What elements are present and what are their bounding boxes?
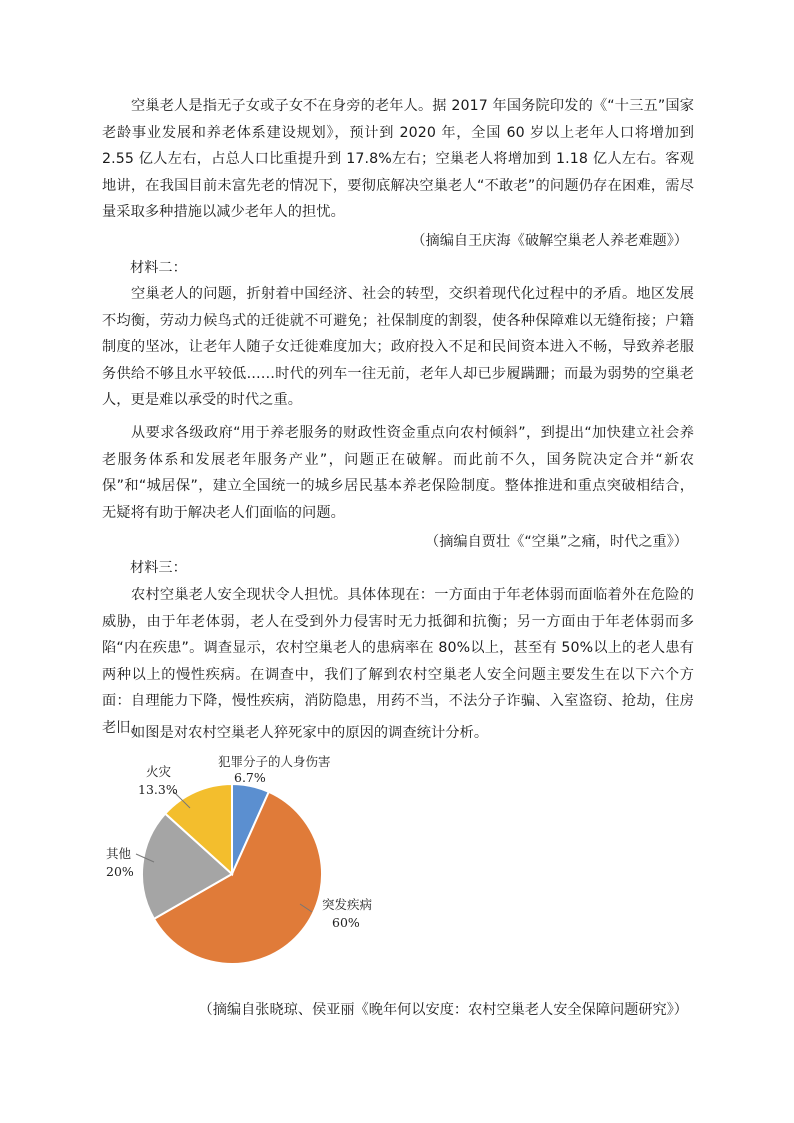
slice-value-label: 20% [106,864,134,879]
slice-name-label: 其他 [106,846,132,861]
slice-name-label: 火灾 [146,764,172,779]
slice-value-label: 13.3% [138,782,178,797]
material2-source: （摘编自贾壮《“空巢”之痛，时代之重》） [425,534,688,550]
slice-value-label: 60% [332,915,360,930]
material3-paragraph-1: 农村空巢老人安全现状令人担忧。具体体现在：一方面由于年老体弱而面临着外在危险的威胁，由于年老体弱，老人在受到外力侵害时无力抵御和抗衡；另一方面由于年老体弱而多陷“内在疾患”。调查显示，农村空巢老人的患病率在 80%以上，甚至有 50%以上的老人患有两种以上的慢性疾病。在调查中，我们了解到农村空巢老人安全问题主要发生在以下六个方面：自理能力下降，慢性疾病，消防隐患，用药不当，不法分子诈骗、入室盗窃、抢劫，住房老旧。 [102,587,694,736]
material2-label: 材料二： [130,260,187,276]
material2-paragraph-1: 空巢老人的问题，折射着中国经济、社会的转型，交织着现代化过程中的矛盾。地区发展不均衡，劳动力候鸟式的迁徙就不可避免；社保制度的割裂，使各种保障难以无缝衔接；户籍制度的坚冰，让老年人随子女迁徙难度加大；政府投入不足和民间资本进入不畅，导致养老服务供给不够且水平较低……时代的列车一往无前，老年人却已步履蹒跚；而最为弱势的空巢老人，更是难以承受的时代之重。 [102,286,694,408]
slice-value-label: 6.7% [234,770,266,785]
material3-paragraph-2: 如图是对农村空巢老人猝死家中的原因的调查统计分析。 [131,725,489,741]
material3-source: （摘编自张晓琼、侯亚丽《晚年何以安度：农村空巢老人安全保障问题研究》） [198,1002,688,1018]
material1-body: 空巢老人是指无子女或子女不在身旁的老年人。据 2017 年国务院印发的《“十三五”国家老龄事业发展和养老体系建设规划》，预计到 2020 年，全国 60 岁以上老年人口将增加到 2.55 亿人左右，占总人口比重提升到 17.8%左右；空巢老人将增加到 1.18 亿人左右。客观地讲，在我国目前未富先老的情况下，要彻底解决空巢老人“不敢老”的问题仍存在困难，需尽量采取多种措施以减少老年人的担忧。 [102,98,694,220]
material3-label: 材料三： [130,560,187,576]
slice-name-label: 突发疾病 [322,897,373,912]
slice-name-label: 犯罪分子的人身伤害 [218,754,331,769]
material2-paragraph-2: 从要求各级政府“用于养老服务的财政性资金重点向农村倾斜”，到提出“加快建立社会养老服务体系和发展老年服务产业”，问题正在破解。而此前不久，国务院决定合并“新农保”和“城居保”，建立全国统一的城乡居民基本养老保险制度。整体推进和重点突破相结合，无疑将有助于解决老人们面临的问题。 [102,425,694,521]
material1-source: （摘编自王庆海《破解空巢老人养老难题》） [411,233,688,249]
pie-chart [100,752,400,982]
